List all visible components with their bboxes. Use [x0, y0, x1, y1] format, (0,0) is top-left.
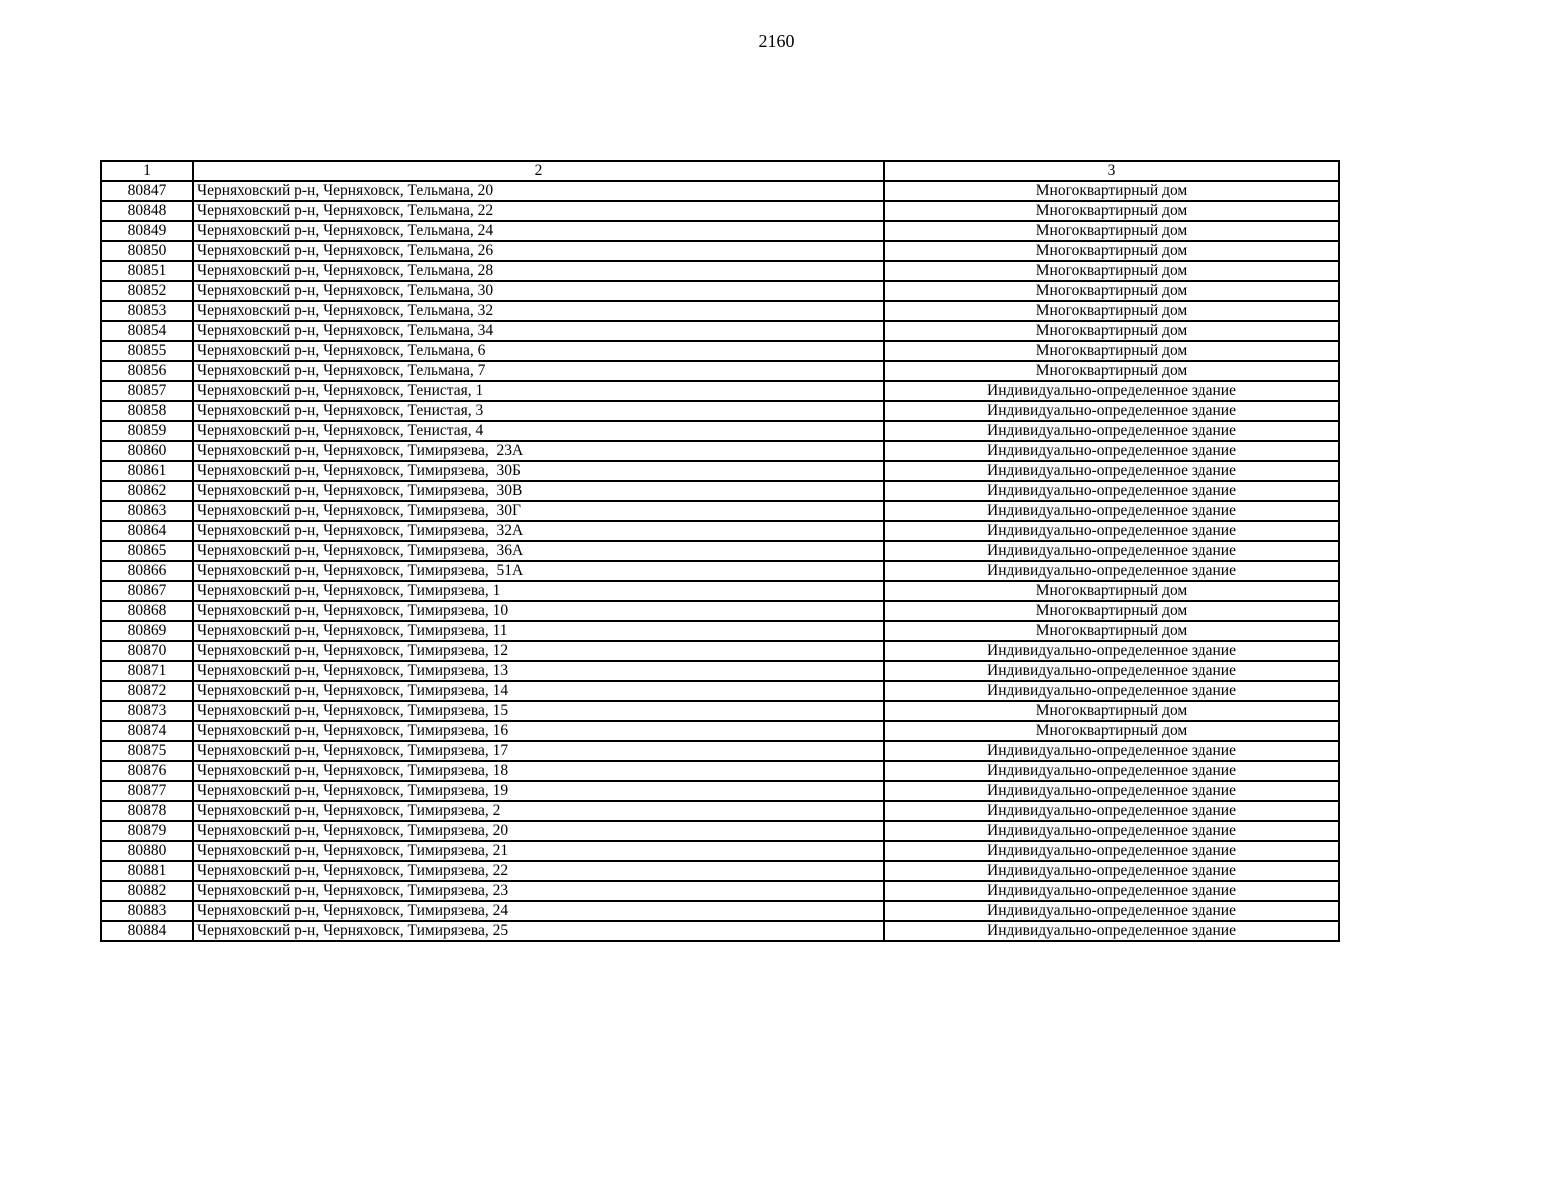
table-row [101, 301, 1339, 321]
row-number-cell: 80865 [101, 541, 193, 561]
building-type-cell: Индивидуально-определенное здание [884, 861, 1339, 881]
column-header-2: 2 [193, 161, 884, 181]
page-number: 2160 [758, 31, 795, 51]
row-number-cell: 80854 [101, 321, 193, 341]
row-number-cell: 80883 [101, 901, 193, 921]
row-number-cell: 80869 [101, 621, 193, 641]
address-cell: Черняховский р-н, Черняховск, Тимирязева, 32А [193, 521, 884, 541]
building-type-cell: Многоквартирный дом [884, 601, 1339, 621]
row-number-cell: 80856 [101, 361, 193, 381]
row-number-cell: 80862 [101, 481, 193, 501]
address-cell: Черняховский р-н, Черняховск, Тимирязева, 30В [193, 481, 884, 501]
building-type-cell: Многоквартирный дом [884, 301, 1339, 321]
row-number-cell: 80852 [101, 281, 193, 301]
table-row [101, 181, 1339, 201]
table-row [101, 241, 1339, 261]
table-row [101, 901, 1339, 921]
address-cell: Черняховский р-н, Черняховск, Тенистая, 3 [193, 401, 884, 421]
address-cell: Черняховский р-н, Черняховск, Тимирязева, 51А [193, 561, 884, 581]
table-row [101, 541, 1339, 561]
table-row [101, 461, 1339, 481]
address-cell: Черняховский р-н, Черняховск, Тимирязева, 23 [193, 881, 884, 901]
row-number-cell: 80873 [101, 701, 193, 721]
address-cell: Черняховский р-н, Черняховск, Тимирязева, 23А [193, 441, 884, 461]
building-type-cell: Индивидуально-определенное здание [884, 521, 1339, 541]
building-type-cell: Индивидуально-определенное здание [884, 501, 1339, 521]
address-cell: Черняховский р-н, Черняховск, Тельмана, 30 [193, 281, 884, 301]
building-type-cell: Индивидуально-определенное здание [884, 541, 1339, 561]
table-row [101, 581, 1339, 601]
row-number-cell: 80866 [101, 561, 193, 581]
building-type-cell: Индивидуально-определенное здание [884, 481, 1339, 501]
building-type-cell: Многоквартирный дом [884, 281, 1339, 301]
building-type-cell: Многоквартирный дом [884, 341, 1339, 361]
building-type-cell: Индивидуально-определенное здание [884, 741, 1339, 761]
row-number-cell: 80880 [101, 841, 193, 861]
address-cell: Черняховский р-н, Черняховск, Тимирязева, 18 [193, 761, 884, 781]
column-header-3: 3 [884, 161, 1339, 181]
address-cell: Черняховский р-н, Черняховск, Тельмана, 32 [193, 301, 884, 321]
table-row [101, 261, 1339, 281]
table-row [101, 721, 1339, 741]
building-type-cell: Индивидуально-определенное здание [884, 681, 1339, 701]
row-number-cell: 80857 [101, 381, 193, 401]
table-row [101, 561, 1339, 581]
row-number-cell: 80871 [101, 661, 193, 681]
address-cell: Черняховский р-н, Черняховск, Тимирязева, 30Б [193, 461, 884, 481]
table-row [101, 801, 1339, 821]
row-number-cell: 80867 [101, 581, 193, 601]
building-type-cell: Индивидуально-определенное здание [884, 421, 1339, 441]
address-cell: Черняховский р-н, Черняховск, Тимирязева, 15 [193, 701, 884, 721]
table-row [101, 641, 1339, 661]
address-cell: Черняховский р-н, Черняховск, Тимирязева, 16 [193, 721, 884, 741]
row-number-cell: 80863 [101, 501, 193, 521]
address-cell: Черняховский р-н, Черняховск, Тельмана, 34 [193, 321, 884, 341]
building-type-cell: Многоквартирный дом [884, 361, 1339, 381]
building-type-cell: Индивидуально-определенное здание [884, 881, 1339, 901]
address-cell: Черняховский р-н, Черняховск, Тимирязева, 17 [193, 741, 884, 761]
address-cell: Черняховский р-н, Черняховск, Тимирязева, 36А [193, 541, 884, 561]
row-number-cell: 80868 [101, 601, 193, 621]
table-row [101, 681, 1339, 701]
address-cell: Черняховский р-н, Черняховск, Тельмана, 20 [193, 181, 884, 201]
row-number-cell: 80878 [101, 801, 193, 821]
building-type-cell: Индивидуально-определенное здание [884, 401, 1339, 421]
table-row [101, 661, 1339, 681]
table-row [101, 841, 1339, 861]
building-type-cell: Индивидуально-определенное здание [884, 841, 1339, 861]
building-type-cell: Многоквартирный дом [884, 241, 1339, 261]
row-number-cell: 80884 [101, 921, 193, 941]
address-cell: Черняховский р-н, Черняховск, Тельмана, 6 [193, 341, 884, 361]
row-number-cell: 80870 [101, 641, 193, 661]
address-cell: Черняховский р-н, Черняховск, Тельмана, 7 [193, 361, 884, 381]
address-cell: Черняховский р-н, Черняховск, Тельмана, 22 [193, 201, 884, 221]
row-number-cell: 80860 [101, 441, 193, 461]
table-row [101, 441, 1339, 461]
row-number-cell: 80848 [101, 201, 193, 221]
table-row [101, 201, 1339, 221]
address-cell: Черняховский р-н, Черняховск, Тельмана, 26 [193, 241, 884, 261]
table-row [101, 421, 1339, 441]
building-type-cell: Многоквартирный дом [884, 621, 1339, 641]
table-row [101, 401, 1339, 421]
row-number-cell: 80874 [101, 721, 193, 741]
address-cell: Черняховский р-н, Черняховск, Тенистая, 4 [193, 421, 884, 441]
row-number-cell: 80876 [101, 761, 193, 781]
building-type-cell: Многоквартирный дом [884, 261, 1339, 281]
row-number-cell: 80872 [101, 681, 193, 701]
building-type-cell: Индивидуально-определенное здание [884, 801, 1339, 821]
address-cell: Черняховский р-н, Черняховск, Тимирязева, 20 [193, 821, 884, 841]
building-type-cell: Многоквартирный дом [884, 701, 1339, 721]
building-type-cell: Многоквартирный дом [884, 721, 1339, 741]
table-row [101, 741, 1339, 761]
address-cell: Черняховский р-н, Черняховск, Тимирязева, 21 [193, 841, 884, 861]
table-header-row [101, 161, 1339, 181]
building-type-cell: Индивидуально-определенное здание [884, 381, 1339, 401]
address-cell: Черняховский р-н, Черняховск, Тимирязева, 10 [193, 601, 884, 621]
table-row [101, 621, 1339, 641]
row-number-cell: 80858 [101, 401, 193, 421]
table-row [101, 221, 1339, 241]
building-type-cell: Многоквартирный дом [884, 581, 1339, 601]
building-type-cell: Многоквартирный дом [884, 201, 1339, 221]
building-type-cell: Индивидуально-определенное здание [884, 901, 1339, 921]
row-number-cell: 80881 [101, 861, 193, 881]
row-number-cell: 80849 [101, 221, 193, 241]
table-row [101, 281, 1339, 301]
property-registry-table [100, 160, 1340, 942]
table-row [101, 481, 1339, 501]
table-row [101, 701, 1339, 721]
building-type-cell: Индивидуально-определенное здание [884, 761, 1339, 781]
table-row [101, 321, 1339, 341]
row-number-cell: 80850 [101, 241, 193, 261]
building-type-cell: Многоквартирный дом [884, 321, 1339, 341]
table-row [101, 861, 1339, 881]
table-row [101, 601, 1339, 621]
table-row [101, 501, 1339, 521]
column-header-1: 1 [101, 161, 193, 181]
row-number-cell: 80851 [101, 261, 193, 281]
table-row [101, 761, 1339, 781]
table-row [101, 821, 1339, 841]
address-cell: Черняховский р-н, Черняховск, Тимирязева, 19 [193, 781, 884, 801]
row-number-cell: 80859 [101, 421, 193, 441]
building-type-cell: Индивидуально-определенное здание [884, 441, 1339, 461]
table-body [101, 161, 1339, 941]
address-cell: Черняховский р-н, Черняховск, Тимирязева, 30Г [193, 501, 884, 521]
address-cell: Черняховский р-н, Черняховск, Тимирязева, 24 [193, 901, 884, 921]
building-type-cell: Многоквартирный дом [884, 221, 1339, 241]
table-row [101, 341, 1339, 361]
row-number-cell: 80877 [101, 781, 193, 801]
address-cell: Черняховский р-н, Черняховск, Тимирязева, 22 [193, 861, 884, 881]
table-row [101, 921, 1339, 941]
building-type-cell: Индивидуально-определенное здание [884, 641, 1339, 661]
address-cell: Черняховский р-н, Черняховск, Тимирязева, 25 [193, 921, 884, 941]
row-number-cell: 80855 [101, 341, 193, 361]
building-type-cell: Индивидуально-определенное здание [884, 821, 1339, 841]
table-row [101, 781, 1339, 801]
address-cell: Черняховский р-н, Черняховск, Тимирязева, 13 [193, 661, 884, 681]
address-cell: Черняховский р-н, Черняховск, Тельмана, 24 [193, 221, 884, 241]
row-number-cell: 80882 [101, 881, 193, 901]
address-cell: Черняховский р-н, Черняховск, Тимирязева, 1 [193, 581, 884, 601]
building-type-cell: Индивидуально-определенное здание [884, 561, 1339, 581]
address-cell: Черняховский р-н, Черняховск, Тимирязева, 11 [193, 621, 884, 641]
address-cell: Черняховский р-н, Черняховск, Тимирязева, 12 [193, 641, 884, 661]
row-number-cell: 80864 [101, 521, 193, 541]
table-row [101, 361, 1339, 381]
table-row [101, 381, 1339, 401]
row-number-cell: 80853 [101, 301, 193, 321]
address-cell: Черняховский р-н, Черняховск, Тельмана, 28 [193, 261, 884, 281]
table-row [101, 881, 1339, 901]
row-number-cell: 80861 [101, 461, 193, 481]
row-number-cell: 80847 [101, 181, 193, 201]
building-type-cell: Индивидуально-определенное здание [884, 921, 1339, 941]
building-type-cell: Индивидуально-определенное здание [884, 661, 1339, 681]
address-cell: Черняховский р-н, Черняховск, Тенистая, 1 [193, 381, 884, 401]
building-type-cell: Индивидуально-определенное здание [884, 461, 1339, 481]
address-cell: Черняховский р-н, Черняховск, Тимирязева, 2 [193, 801, 884, 821]
row-number-cell: 80875 [101, 741, 193, 761]
table-row [101, 521, 1339, 541]
building-type-cell: Индивидуально-определенное здание [884, 781, 1339, 801]
row-number-cell: 80879 [101, 821, 193, 841]
address-cell: Черняховский р-н, Черняховск, Тимирязева, 14 [193, 681, 884, 701]
building-type-cell: Многоквартирный дом [884, 181, 1339, 201]
